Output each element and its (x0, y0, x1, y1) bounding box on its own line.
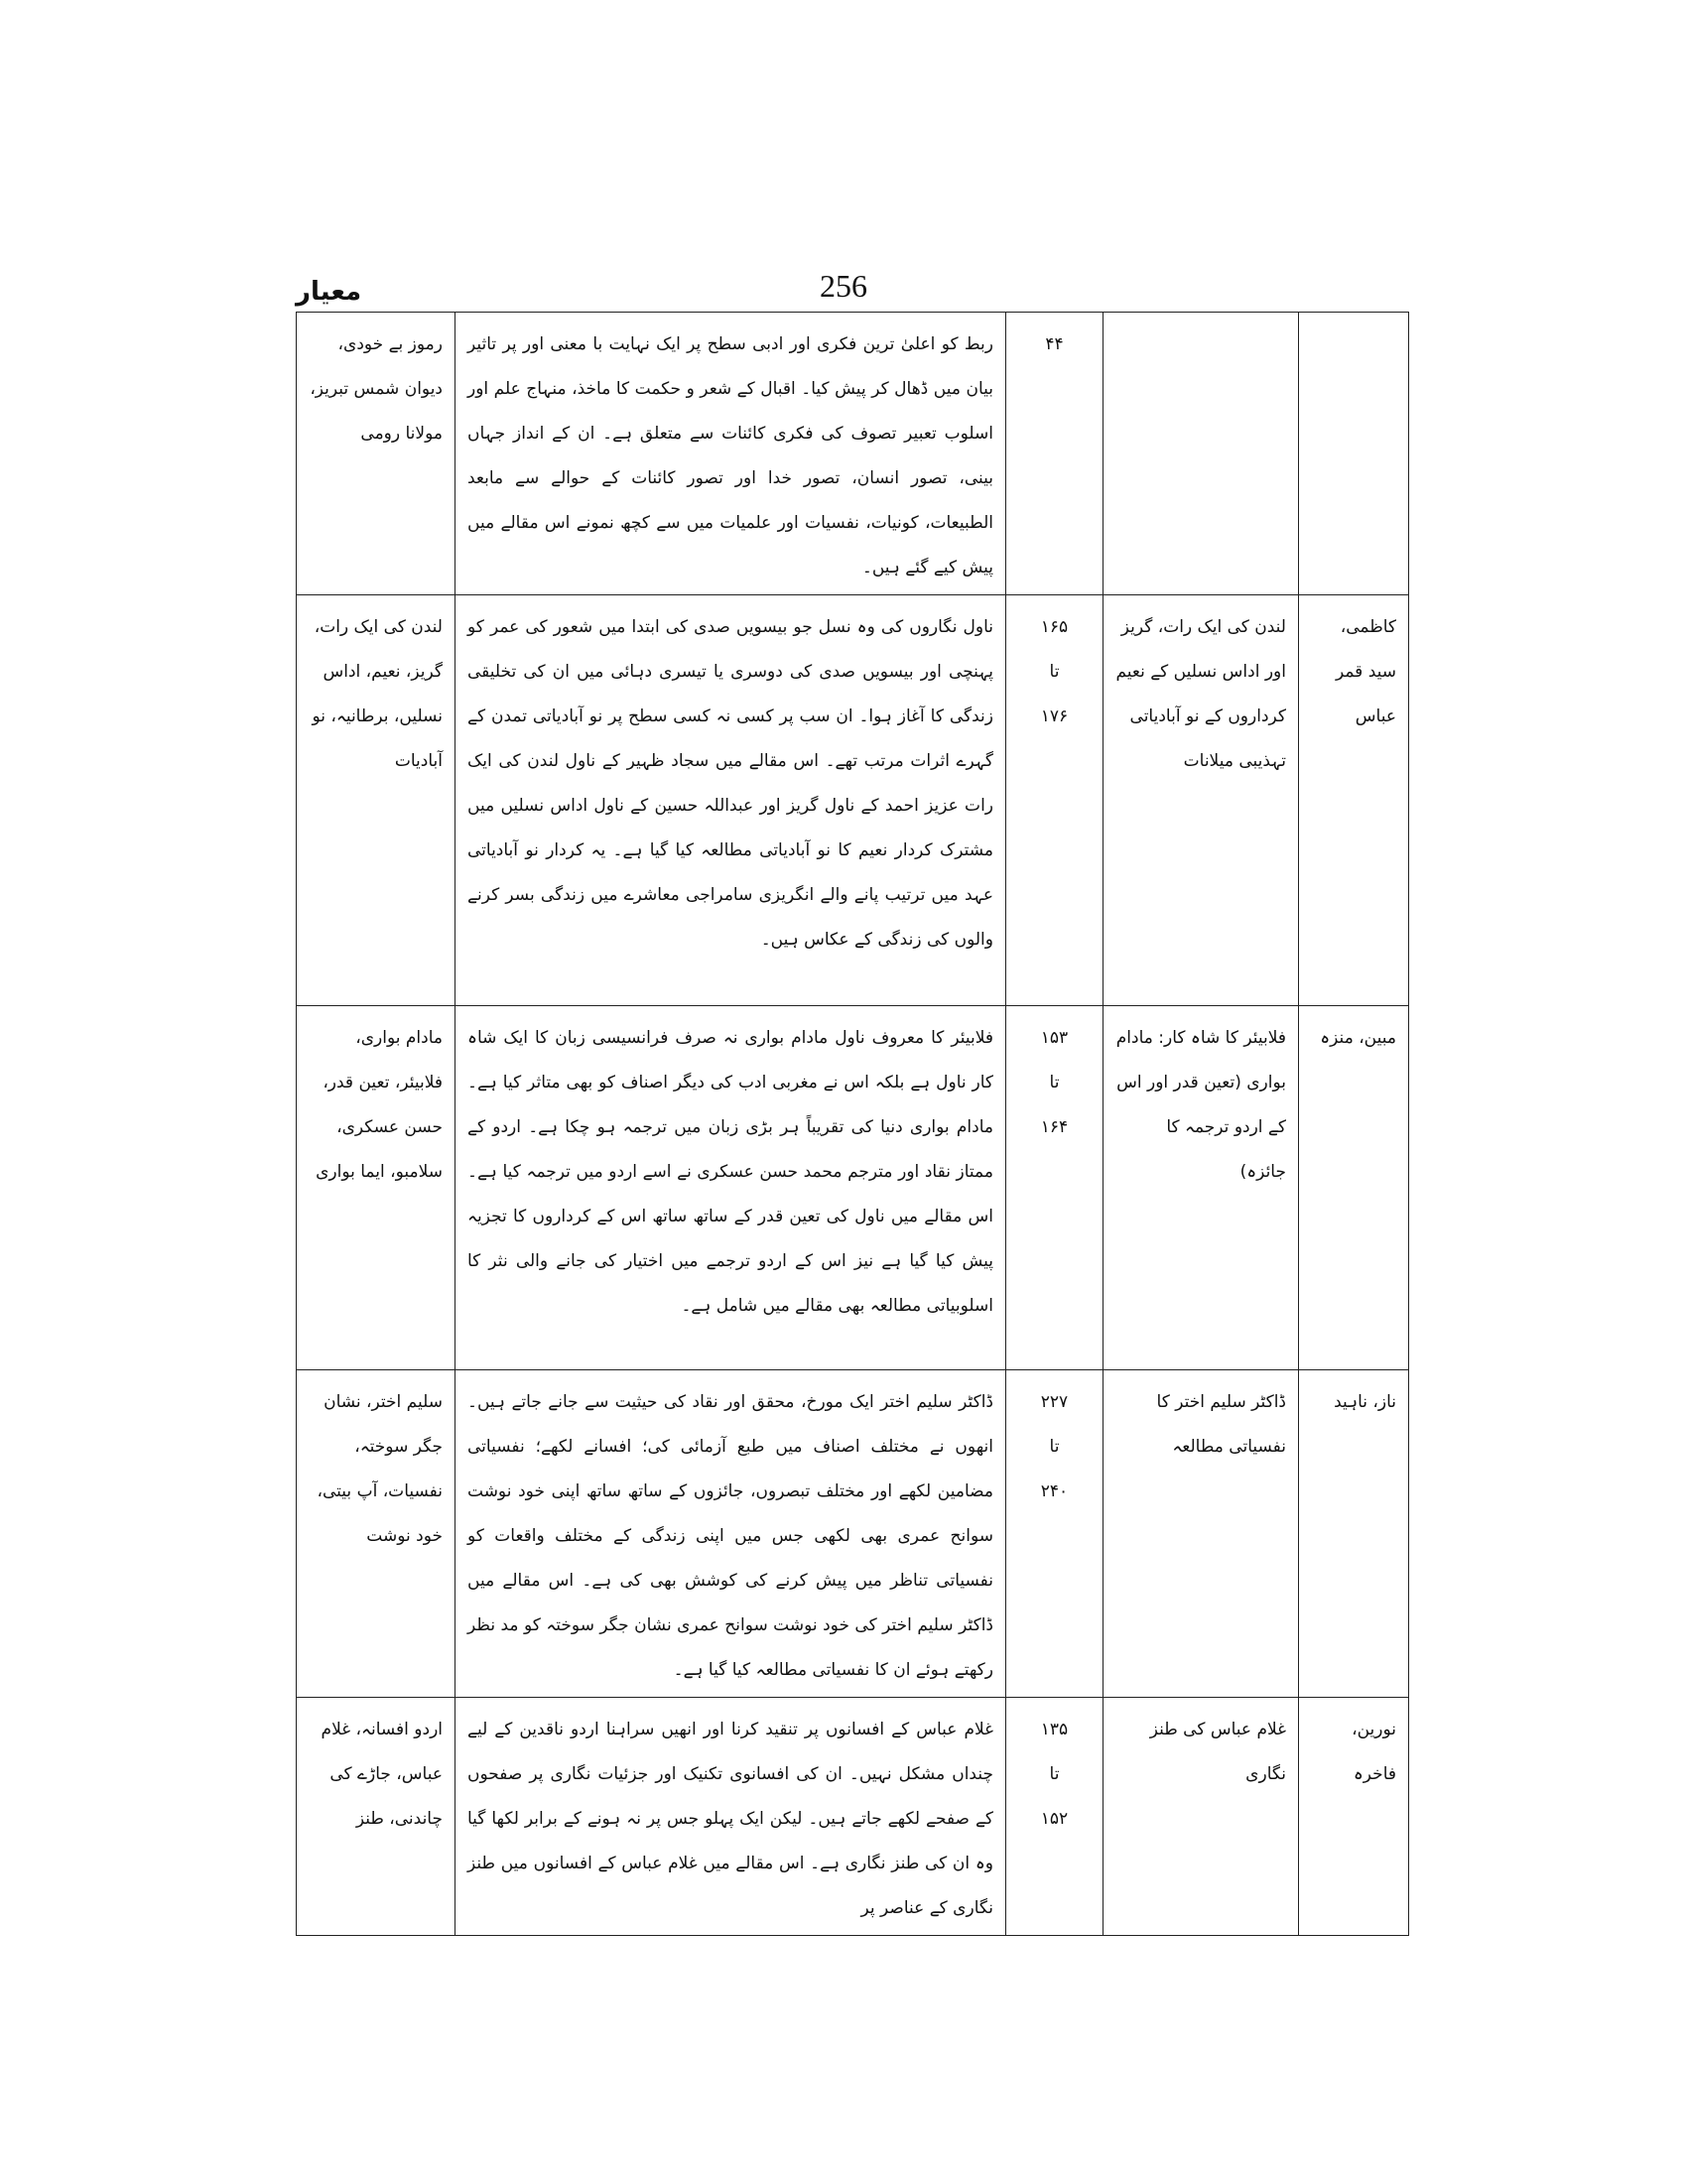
table-row (297, 1698, 1409, 1936)
title-cell: لندن کی ایک رات، گریز اور اداس نسلیں کے نعیم کرداروں کے نو آبادیاتی تہذیبی میلانات (1104, 595, 1299, 1006)
page-separator: تا (1049, 1764, 1060, 1784)
page-start: ۱۳۵ (1040, 1720, 1069, 1739)
keywords-cell: سلیم اختر، نشان جگر سوختہ، نفسیات، آپ بیتی، خود نوشت (297, 1370, 455, 1698)
table-row (297, 595, 1409, 1006)
title-cell: فلابیئر کا شاہ کار: مادام بواری (تعین قدر اور اس کے اردو ترجمہ کا جائزہ) (1104, 1006, 1299, 1370)
author-cell: کاظمی، سید قمر عباس (1299, 595, 1409, 1006)
abstract-cell: غلام عباس کے افسانوں پر تنقید کرنا اور انھیں سراہنا اردو ناقدین کے لیے چنداں مشکل نہیں۔ ان کی افسانوی تکنیک اور جزئیات نگاری پر صفحوں کے صفحے لکھے جاتے ہیں۔ لیکن ایک پہلو جس پر نہ ہونے کے برابر لکھا گیا وہ ان کی طنز نگاری ہے۔ اس مقالے میں غلام عباس کے افسانوں میں طنز نگاری کے عناصر پر (455, 1698, 1006, 1936)
pages-cell (1006, 1370, 1104, 1698)
page-start: ۴۴ (1045, 334, 1064, 354)
pages-cell (1006, 595, 1104, 1006)
abstract-cell: ڈاکٹر سلیم اختر ایک مورخ، محقق اور نقاد کی حیثیت سے جانے جاتے ہیں۔ انھوں نے مختلف اصناف میں طبع آزمائی کی؛ افسانے لکھے؛ نفسیاتی مضامین لکھے اور مختلف تبصروں، جائزوں کے ساتھ ساتھ اپنی خود نوشت سوانح عمری بھی لکھی جس میں اپنی زندگی کے مختلف واقعات کو نفسیاتی تناظر میں پیش کرنے کی کوشش بھی کی ہے۔ اس مقالے میں ڈاکٹر سلیم اختر کی خود نوشت سوانح عمری نشان جگر سوختہ کو مد نظر رکھتے ہوئے ان کا نفسیاتی مطالعہ کیا گیا ہے۔ (455, 1370, 1006, 1698)
keywords-cell: مادام بواری، فلابیئر، تعین قدر، حسن عسکری، سلامبو، ایما بواری (297, 1006, 455, 1370)
page-end: ۲۴۰ (1040, 1481, 1069, 1501)
author-cell: مبین، منزہ (1299, 1006, 1409, 1370)
keywords-cell: لندن کی ایک رات، گریز، نعیم، اداس نسلیں، برطانیہ، نو آبادیات (297, 595, 455, 1006)
author-cell: نورین، فاخرہ (1299, 1698, 1409, 1936)
table-row (297, 1370, 1409, 1698)
title-cell (1104, 313, 1299, 595)
abstract-cell: فلابیئر کا معروف ناول مادام بواری نہ صرف فرانسیسی زبان کا ایک شاہ کار ناول ہے بلکہ اس نے مغربی ادب کی دیگر اصناف کو بھی متاثر کیا ہے۔ مادام بواری دنیا کی تقریباً ہر بڑی زبان میں ترجمہ ہو چکا ہے۔ اردو کے ممتاز نقاد اور مترجم محمد حسن عسکری نے اسے اردو میں ترجمہ کیا ہے۔ اس مقالے میں ناول کی تعین قدر کے ساتھ ساتھ اس کے کرداروں کا تجزیہ پیش کیا گیا ہے نیز اس کے اردو ترجمے میں اختیار کی جانے والی نثر کا اسلوبیاتی مطالعہ بھی مقالے میں شامل ہے۔ (455, 1006, 1006, 1370)
page-start: ۱۵۳ (1040, 1028, 1069, 1048)
pages-cell (1006, 1006, 1104, 1370)
page-number: 256 (820, 268, 867, 304)
page-separator: تا (1049, 1437, 1060, 1457)
table-row (297, 313, 1409, 595)
page-separator: تا (1049, 662, 1060, 682)
page-start: ۲۲۷ (1040, 1392, 1069, 1412)
pages-cell (1006, 1698, 1104, 1936)
article-index-table (296, 312, 1409, 1936)
title-cell: ڈاکٹر سلیم اختر کا نفسیاتی مطالعہ (1104, 1370, 1299, 1698)
keywords-cell: اردو افسانہ، غلام عباس، جاڑے کی چاندنی، طنز (297, 1698, 455, 1936)
keywords-cell: رموز بے خودی، دیوان شمس تبریز، مولانا رومی (297, 313, 455, 595)
abstract-cell: ربط کو اعلیٰ ترین فکری اور ادبی سطح پر ایک نہایت با معنی اور پر تاثیر بیان میں ڈھال کر پیش کیا۔ اقبال کے شعر و حکمت کا ماخذ، منہاج علم اور اسلوب تعبیر تصوف کی فکری کائنات سے متعلق ہے۔ ان کے انداز جہاں بینی، تصور انسان، تصور خدا اور تصور کائنات کے حوالے سے مابعد الطبیعات، کونیات، نفسیات اور علمیات میں سے کچھ نمونے اس مقالے میں پیش کیے گئے ہیں۔ (455, 313, 1006, 595)
author-cell: ناز، ناہید (1299, 1370, 1409, 1698)
abstract-cell: ناول نگاروں کی وہ نسل جو بیسویں صدی کی ابتدا میں شعور کی عمر کو پہنچی اور بیسویں صدی کی دوسری یا تیسری دہائی میں ان کی تخلیقی زندگی کا آغاز ہوا۔ ان سب پر کسی نہ کسی سطح پر نو آبادیاتی تمدن کے گہرے اثرات مرتب تھے۔ اس مقالے میں سجاد ظہیر کے ناول لندن کی ایک رات عزیز احمد کے ناول گریز اور عبداللہ حسین کے ناول اداس نسلیں میں مشترک کردار نعیم کا نو آبادیاتی مطالعہ کیا گیا ہے۔ یہ کردار نو آبادیاتی عہد میں ترتیب پانے والے انگریزی سامراجی معاشرے میں زندگی بسر کرنے والوں کی زندگی کے عکاس ہیں۔ (455, 595, 1006, 1006)
pages-cell (1006, 313, 1104, 595)
page-separator: تا (1049, 1073, 1060, 1092)
page-start: ۱۶۵ (1040, 617, 1069, 637)
journal-name: معیار (296, 277, 362, 307)
author-cell (1299, 313, 1409, 595)
title-cell: غلام عباس کی طنز نگاری (1104, 1698, 1299, 1936)
page-end: ۱۷۶ (1040, 707, 1069, 726)
table-row (297, 1006, 1409, 1370)
page-end: ۱۵۲ (1040, 1809, 1069, 1829)
page-end: ۱۶۴ (1040, 1117, 1069, 1137)
